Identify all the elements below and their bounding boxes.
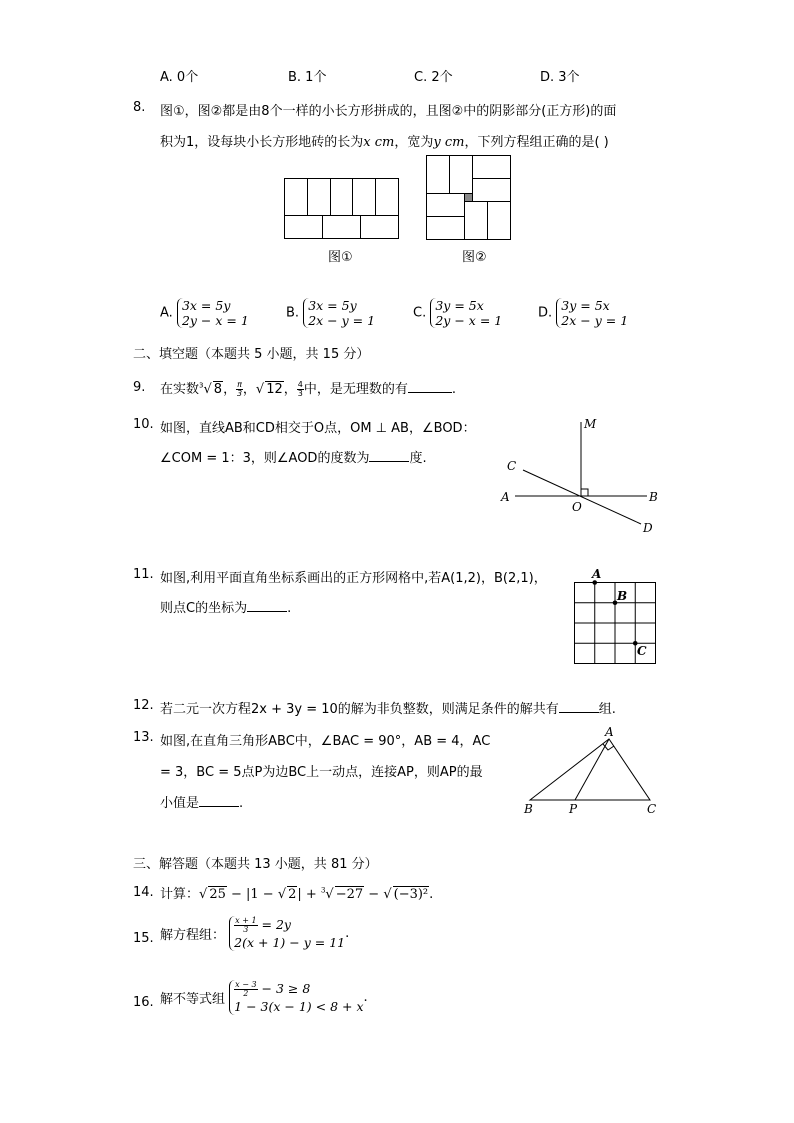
label-P: P bbox=[569, 802, 578, 816]
label-B: B bbox=[524, 802, 533, 816]
q11-answer-blank[interactable] bbox=[247, 611, 287, 612]
q8-option-a: A. 3x = 5y 2y − x = 1 bbox=[160, 298, 249, 328]
q9-text: 在实数$^3$√ 8， $\frac{\pi}{3}$ ，√ 12， $\frac{4}{3}$ 中，是无理数的有 . bbox=[160, 380, 457, 398]
q12-number: 12. bbox=[133, 698, 154, 713]
q10-text-line2: ∠COM = 1：3，则∠AOD的度数为 度. bbox=[160, 451, 427, 466]
q15-number: 15. bbox=[133, 931, 154, 946]
q13-text-line2: = 3，BC = 5点P为边BC上一动点，连接AP，则AP的最 bbox=[160, 765, 483, 780]
q7-option-d: D. 3个 bbox=[540, 70, 580, 85]
q16-system: 解不等式组 $\frac{x - 3}{2}$ − 3 ≥ 8 1 − 3(x − 1) < 8 + x. bbox=[160, 980, 368, 1014]
q12-text: 若二元一次方程2x + 3y = 10的解为非负整数，则满足条件的解共有 组. bbox=[160, 702, 616, 717]
q10-answer-blank[interactable] bbox=[369, 461, 409, 462]
q10-number: 10. bbox=[133, 417, 154, 432]
q7-option-c: C. 2个 bbox=[414, 70, 453, 85]
q8-option-b: B. 3x = 5y 2x − y = 1 bbox=[286, 298, 376, 328]
label-C: C bbox=[647, 802, 657, 816]
label-B: B bbox=[649, 490, 658, 504]
q8-text-line1: 图①，图②都是由8个一样的小长方形拼成的，且图②中的阴影部分(正方形)的面 bbox=[160, 104, 617, 119]
q13-triangle-figure bbox=[518, 726, 664, 818]
q15-system: 解方程组： $\frac{x + 1}{3}$ = 2y 2(x + 1) − y = 11. bbox=[160, 916, 350, 950]
q13-text-line1: 如图,在直角三角形ABC中，∠BAC = 90°，AB = 4，AC bbox=[160, 734, 491, 749]
q14-number: 14. bbox=[133, 885, 154, 900]
q8-option-c: C. 3y = 5x 2y − x = 1 bbox=[413, 298, 503, 328]
label-A: A bbox=[592, 567, 602, 581]
q8-figure-1-caption: 图① bbox=[328, 250, 353, 265]
q8-option-d: D. 3y = 5x 2x − y = 1 bbox=[538, 298, 629, 328]
shaded-square bbox=[465, 194, 473, 202]
q10-figure bbox=[495, 412, 665, 536]
q7-option-b: B. 1个 bbox=[288, 70, 327, 85]
q11-text-line1: 如图,利用平面直角坐标系画出的正方形网格中,若A(1,2)，B(2,1)， bbox=[160, 571, 547, 586]
label-A: A bbox=[605, 726, 614, 739]
label-O: O bbox=[572, 500, 582, 514]
label-M: M bbox=[584, 417, 597, 431]
q13-answer-blank[interactable] bbox=[199, 806, 239, 807]
q8-figure-1 bbox=[284, 178, 400, 240]
q12-answer-blank[interactable] bbox=[559, 712, 599, 713]
q16-number: 16. bbox=[133, 995, 154, 1010]
label-C: C bbox=[637, 644, 647, 658]
q8-text-line2: 积为1，设每块小长方形地砖的长为x cm，宽为y cm，下列方程组正确的是( ) bbox=[160, 135, 609, 150]
q8-number: 8. bbox=[133, 100, 146, 115]
q13-number: 13. bbox=[133, 730, 154, 745]
section-3-heading: 三、解答题（本题共 13 小题，共 81 分） bbox=[133, 857, 378, 872]
q8-figure-2 bbox=[426, 155, 512, 241]
q7-option-a: A. 0个 bbox=[160, 70, 199, 85]
q8-figure-2-caption: 图② bbox=[462, 250, 487, 265]
q11-number: 11. bbox=[133, 567, 154, 582]
label-B: B bbox=[617, 589, 628, 603]
section-2-heading: 二、填空题（本题共 5 小题，共 15 分） bbox=[133, 347, 370, 362]
q13-text-line3: 小值是 . bbox=[160, 796, 244, 811]
q9-number: 9. bbox=[133, 380, 146, 395]
q14-expression: 计算：√ 25 − |1 − √ 2| + $^3$√ −27 − √ (−3)². bbox=[160, 886, 434, 902]
label-D: D bbox=[643, 521, 653, 535]
q10-text-line1: 如图，直线AB和CD相交于O点，OM ⊥ AB，∠BOD： bbox=[160, 421, 476, 436]
q11-grid-figure bbox=[568, 565, 662, 667]
q9-answer-blank[interactable] bbox=[408, 392, 452, 393]
q11-text-line2: 则点C的坐标为 . bbox=[160, 601, 292, 616]
label-A: A bbox=[501, 490, 510, 504]
label-C: C bbox=[507, 459, 517, 473]
